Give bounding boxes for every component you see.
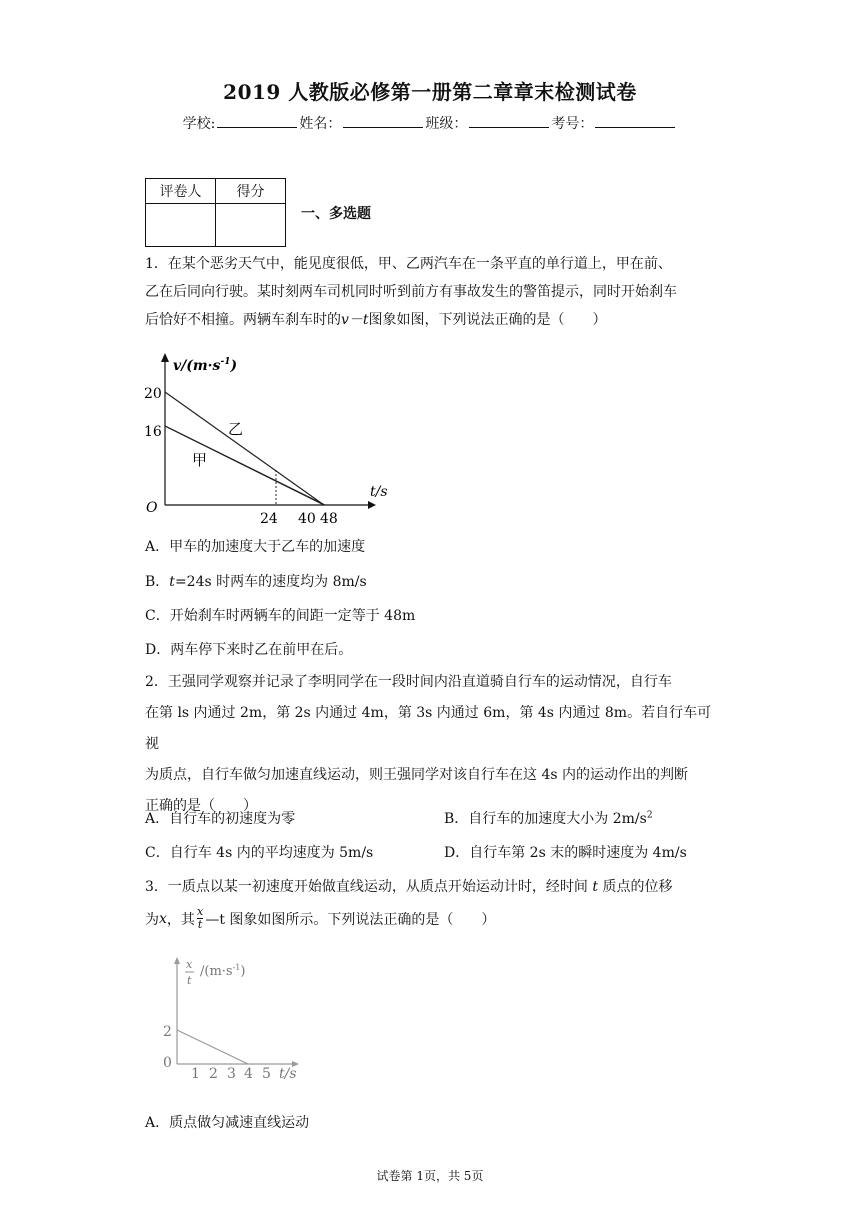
q3-line-1-end: 质点的位移	[598, 879, 673, 895]
section-heading: 一、多选题	[301, 206, 371, 222]
class-label: 班级：	[425, 116, 468, 132]
q2-option-d[interactable]: D．自行车第 2s 末的瞬时速度为 4m/s	[444, 845, 687, 861]
q2-line-3: 为质点，自行车做匀加速直线运动，则王强同学对该自行车在这 4s 内的运动作出的判断	[145, 767, 688, 783]
x-tick-5: 5	[262, 1066, 271, 1082]
q3-fraction-denominator: t	[197, 918, 203, 931]
q3-line-2-prefix: 为	[145, 911, 159, 928]
q2-option-c[interactable]: C．自行车 4s 内的平均速度为 5m/s	[145, 845, 374, 861]
q2-option-b-sup: 2	[646, 810, 653, 821]
y-axis-label: $v/(m\cdot s^{-1})$	[173, 357, 238, 374]
q1-option-b-prefix: B．	[145, 574, 170, 590]
school-label: 学校:	[182, 116, 216, 132]
x-axis-arrow	[368, 501, 376, 509]
series-yi-line	[165, 392, 324, 505]
q2-line-1: 2．王强同学观察并记录了李明同学在一段时间内沿直道骑自行车的运动情况，自行车	[145, 674, 672, 690]
origin-label: O	[146, 500, 158, 516]
q1-option-b[interactable]	[145, 571, 367, 591]
x-tick-40: 40	[298, 511, 316, 527]
x-tick-48: 48	[320, 511, 338, 527]
series-jia-line	[165, 426, 325, 505]
origin-label: 0	[163, 1055, 172, 1071]
score-table	[145, 178, 286, 247]
q1-option-d[interactable]: D．两车停下来时乙在前甲在后。	[145, 642, 353, 658]
exam-number-label: 考号：	[551, 116, 594, 132]
q2-option-a[interactable]: A．自行车的初速度为零	[145, 811, 296, 827]
question-2	[145, 667, 725, 822]
y-label-numerator: x	[186, 958, 193, 971]
q1-line-3-end: 图象如图，下列说法正确的是（ ）	[368, 312, 607, 328]
q3-xt-graph	[155, 950, 315, 1085]
xt-line	[177, 1030, 248, 1064]
student-info-row	[0, 113, 860, 133]
y-label-unit: $/(m\cdot s^{-1})$	[200, 963, 246, 979]
page-footer: 试卷第 1页，共 5页	[376, 1169, 484, 1183]
y-axis-arrow	[174, 957, 180, 964]
x-tick-4: 4	[244, 1066, 253, 1082]
q2-line-4: 正确的是（ ）	[145, 798, 257, 814]
x-axis-label: t/s	[370, 484, 388, 500]
q1-option-a[interactable]: A．甲车的加速度大于乙车的加速度	[145, 539, 366, 555]
name-blank	[343, 115, 423, 128]
q2-line-2: 在第 ls 内通过 2m，第 2s 内通过 4m，第 3s 内通过 6m，第 4s 内通过 8m。若自行车可视	[145, 705, 712, 752]
exam-number-blank	[595, 115, 675, 128]
q1-vt-symbol: v－t	[341, 312, 369, 328]
q2-option-b[interactable]	[444, 808, 653, 828]
y-tick-2: 2	[163, 1024, 172, 1040]
q1-option-b-t: t	[169, 574, 175, 590]
class-blank	[469, 115, 549, 128]
x-tick-1: 1	[191, 1066, 200, 1082]
q3-fraction-numerator: x	[197, 905, 204, 918]
q3-line-2-mid: ，其	[166, 911, 195, 928]
q1-line-3-text: 后恰好不相撞。两辆车刹车时的	[145, 312, 341, 328]
y-axis-arrow	[161, 353, 169, 362]
x-axis-label: t/s	[279, 1066, 297, 1082]
q3-fraction	[197, 906, 203, 931]
q1-vt-graph	[140, 348, 390, 528]
q3-line-2	[145, 906, 495, 931]
q1-line-1: 1．在某个恶劣天气中，能见度很低，甲、乙两汽车在一条平直的单行道上，甲在前、	[145, 256, 672, 272]
q3-line-1	[145, 876, 672, 896]
series-yi-label: 乙	[228, 420, 244, 438]
grader-cell	[146, 204, 216, 247]
y-tick-16: 16	[144, 424, 162, 440]
q2-option-b-text: B．自行车的加速度大小为 2m/s	[444, 811, 647, 827]
score-header: 得分	[216, 179, 286, 204]
q1-line-3	[145, 306, 725, 334]
name-label: 姓名：	[299, 116, 342, 132]
y-tick-20: 20	[144, 386, 162, 402]
school-blank	[217, 115, 297, 128]
series-jia-label: 甲	[192, 451, 208, 469]
x-tick-24: 24	[260, 511, 278, 527]
exam-title: 2019 人教版必修第一册第二章章末检测试卷	[223, 80, 637, 104]
q1-option-c[interactable]: C．开始刹车时两辆车的间距一定等于 48m	[145, 608, 416, 624]
q3-line-2-end: —t 图象如图所示。下列说法正确的是（ ）	[205, 911, 496, 928]
q1-option-b-text: =24s 时两车的速度均为 8m/s	[174, 574, 367, 590]
grader-header: 评卷人	[146, 179, 216, 204]
q3-line-1-text: 3．一质点以某一初速度开始做直线运动，从质点开始运动计时，经时间	[145, 879, 593, 895]
q3-option-a[interactable]: A．质点做匀减速直线运动	[145, 1115, 310, 1131]
q3-x-symbol: x	[159, 910, 167, 927]
y-label-denominator: t	[187, 974, 192, 987]
score-cell	[216, 204, 286, 247]
x-tick-2: 2	[209, 1066, 218, 1082]
x-tick-3: 3	[227, 1066, 236, 1082]
q3-t-symbol: t	[592, 879, 598, 895]
question-1	[145, 250, 725, 334]
q1-line-2: 乙在后同向行驶。某时刻两车司机同时听到前方有事故发生的警笛提示，同时开始刹车	[145, 284, 677, 300]
